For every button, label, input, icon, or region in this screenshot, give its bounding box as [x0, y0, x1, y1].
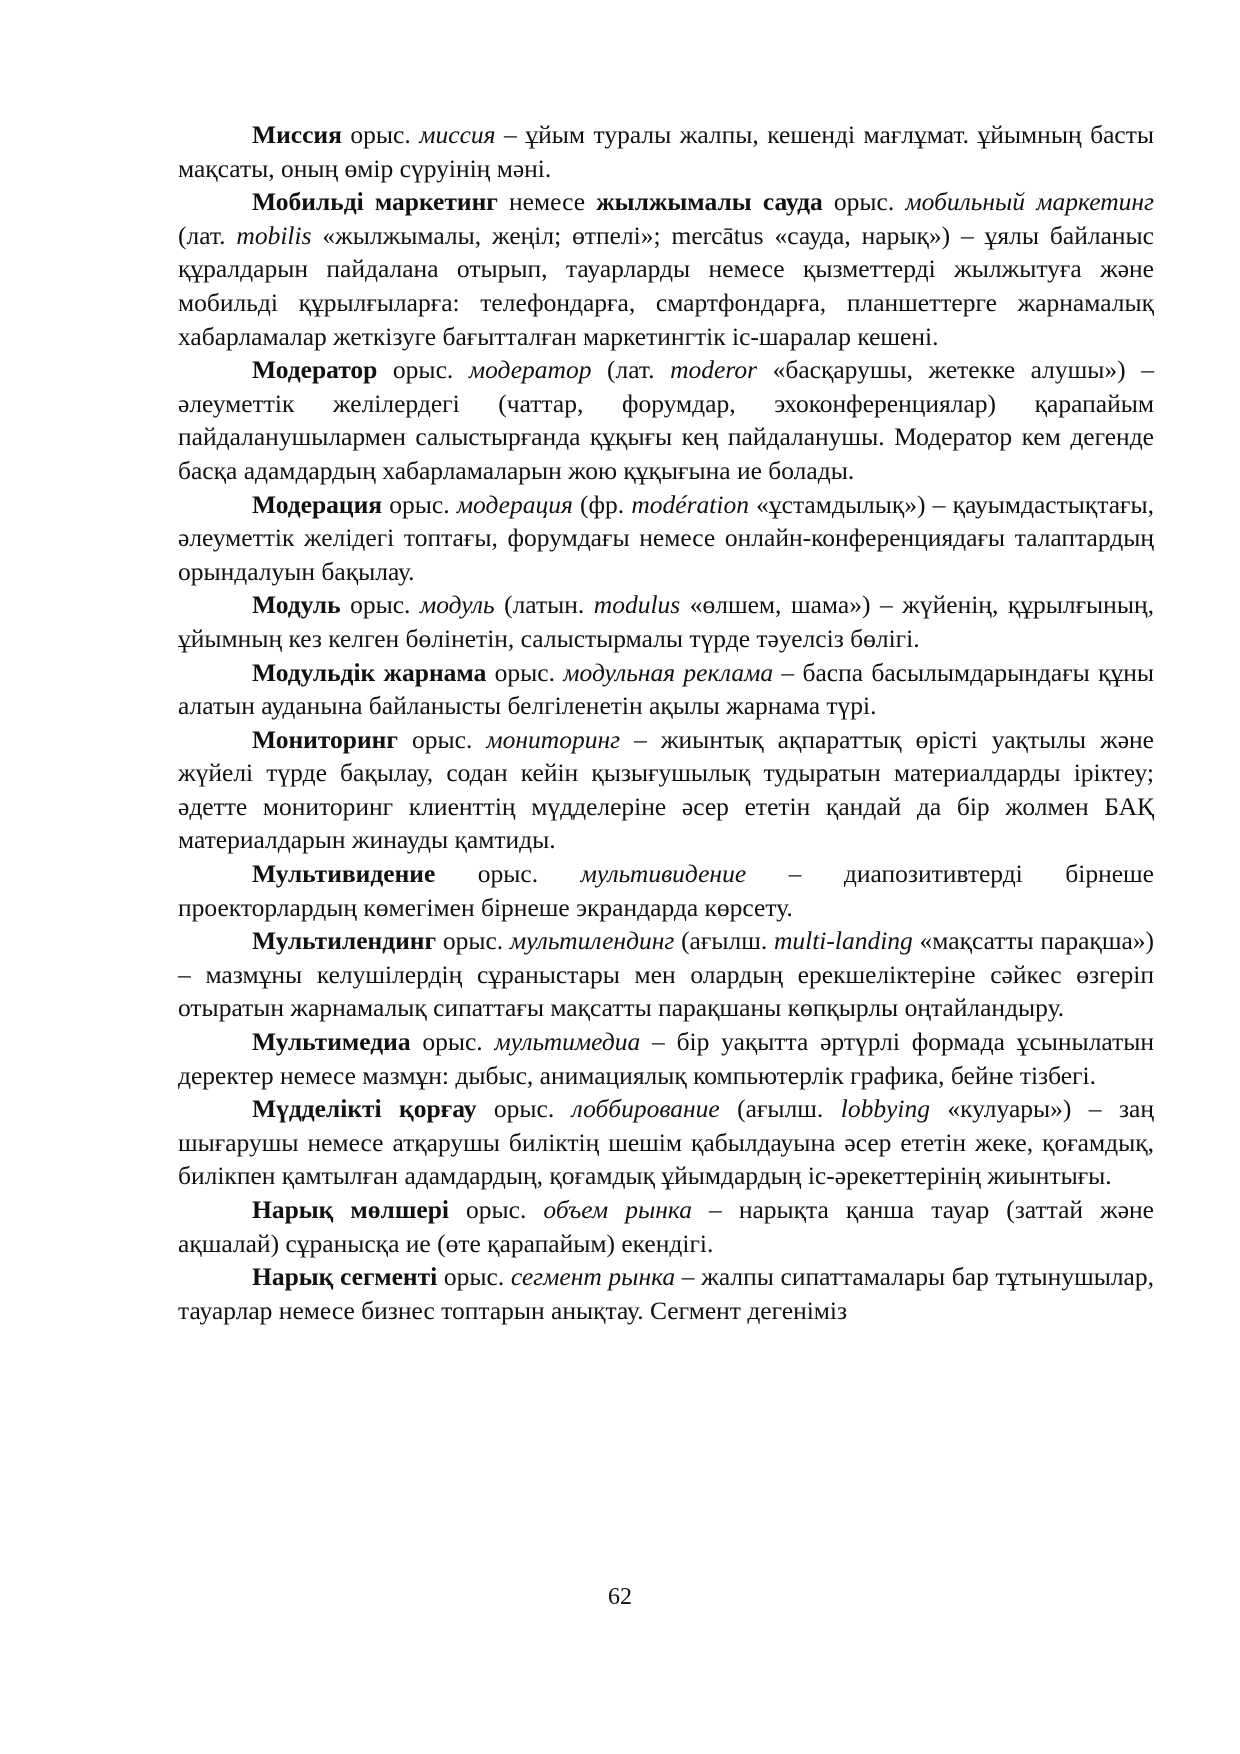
entry-text: «жылжымалы, жеңіл; өтпелі»; mercātus «сауда, нарық») – ұялы байланыс құралдарын пайдалана отырып, тауарларды немесе қызметтерді жылжытуға және мобильді құрылғыларға: телефондарға, смартфондарға, планшеттерге жарнамалық хабарламалар жеткізуге бағытталған маркетингтік іс-шаралар кешені. — [178, 220, 1154, 351]
glossary-entry — [178, 1092, 1154, 1193]
entry-term: Нарық мөлшері — [252, 1195, 449, 1224]
entry-foreign-word: modération — [631, 489, 749, 519]
entry-foreign-word: миссия — [419, 120, 496, 149]
entry-text: (лат. — [591, 355, 671, 385]
entry-foreign-word: модуль — [419, 590, 495, 620]
entry-text: орыс. — [341, 120, 420, 149]
entry-text: орыс. — [410, 1027, 495, 1057]
entry-term: Миссия — [252, 120, 342, 149]
glossary-entry — [178, 656, 1154, 723]
entry-text: орыс. — [377, 355, 469, 385]
entry-foreign-word: модерация — [456, 489, 573, 519]
entry-text: орыс. — [437, 1262, 511, 1292]
entry-text: орыс. — [822, 187, 906, 217]
entry-foreign-word: multi-landing — [773, 926, 913, 956]
entry-text: «ұстамдылық») – қауымдастықтағы, әлеуметтік желідегі топтағы, форумдағы немесе онлайн-конференциядағы талаптардың орындалуын бақылау. — [178, 489, 1155, 586]
entry-text: орыс. — [382, 489, 457, 519]
glossary-entry — [178, 1193, 1154, 1260]
entry-term: Модульдік жарнама — [252, 657, 487, 687]
entry-text: орыс. — [448, 1195, 544, 1224]
entry-term: Модерация — [252, 489, 383, 519]
glossary-entry — [178, 185, 1154, 353]
entry-foreign-word: объем рынка — [543, 1195, 692, 1224]
entry-term: Мультимедиа — [252, 1027, 411, 1057]
entry-text: – жиынтық ақпараттық өрісті уақтылы және жүйелі түрде бақылау, содан кейін қызығушылық тудыратын материалдарды іріктеу; әдетте мониторинг клиенттің мүдделеріне әсер ететін қандай да бір жолмен БАҚ материалдарын жинауды қамтиды. — [178, 724, 1154, 855]
entry-foreign-word: мультилендинг — [509, 926, 675, 956]
entry-foreign-word: мобильный маркетинг — [905, 187, 1155, 217]
entry-text: – диапозитивтерді бірнеше проекторлардың көмегімен бірнеше экрандарда көрсету. — [178, 859, 1155, 922]
entry-term: Мониторинг — [252, 724, 398, 754]
entry-foreign-word: moderor — [670, 355, 758, 385]
entry-text: орыс. — [436, 926, 510, 956]
entry-text: «өлшем, шама») – жүйенің, құрылғының, ұйымның кез келген бөлінетін, салыстырмалы түрде тәуелсіз бөлігі. — [178, 590, 1154, 653]
entry-text: – баспа басылымдарындағы құны алатын ауданына байланысты белгіленетін ақылы жарнама түрі. — [178, 657, 1155, 721]
entry-foreign-word: мультивидение — [580, 859, 747, 889]
entry-foreign-word: mobilis — [236, 220, 312, 250]
entry-text: орыс. — [476, 1094, 572, 1124]
entry-foreign-word: мониторинг — [486, 724, 621, 754]
entry-text: «басқарушы, жетекке алушы») – әлеуметтік желілердегі (чаттар, форумдар, эхоконференциялар) қарапайым пайдаланушылармен салыстырғанда құқығы кең пайдаланушы. Модератор кем дегенде басқа адамдардың хабарламаларын жою құқығына ие болады. — [178, 355, 1154, 485]
entry-text: – нарықта қанша тауар (заттай және ақшалай) сұранысқа ие (өте қарапайым) екендігі. — [178, 1195, 1154, 1258]
entry-term-variant: жылжымалы сауда — [596, 187, 823, 217]
entry-text: (лат. — [178, 220, 237, 250]
page-number: 62 — [608, 1584, 632, 1610]
entry-term: Мобильді маркетинг — [252, 187, 498, 217]
entry-text: орыс. — [435, 859, 581, 889]
entry-text: (ағылш. — [674, 926, 774, 956]
glossary-entry — [178, 588, 1154, 655]
entry-term: Модератор — [252, 355, 378, 385]
entry-foreign-word: lobbying — [840, 1094, 930, 1124]
entry-term: Мультилендинг — [252, 926, 437, 956]
glossary-entry — [178, 118, 1154, 185]
entry-term: Мүдделікті қорғау — [252, 1094, 477, 1124]
entry-text: орыс. — [340, 590, 420, 620]
glossary-entry — [178, 1025, 1154, 1092]
entry-term: Мультивидение — [252, 859, 436, 889]
entry-foreign-word: modulus — [593, 590, 681, 620]
glossary-entry — [178, 857, 1154, 924]
entry-text: – ұйым туралы жалпы, кешенді мағлұмат. ұйымның басты мақсаты, оның өмір сүруінің мәні. — [178, 120, 1155, 183]
glossary-entry — [178, 723, 1154, 857]
entry-text: орыс. — [397, 724, 487, 754]
entry-text: немесе — [497, 187, 597, 217]
entry-foreign-word: модульная реклама — [563, 657, 774, 687]
entry-foreign-word: лоббирование — [571, 1094, 720, 1124]
glossary-entry — [178, 1260, 1154, 1327]
entry-foreign-word: модератор — [468, 355, 592, 385]
entry-text: (фр. — [572, 489, 632, 519]
entry-text: (ағылш. — [719, 1094, 841, 1124]
entry-text: (латын. — [494, 590, 594, 620]
entry-text: – бір уақытта әртүрлі формада ұсынылатын деректер немесе мазмұн: дыбыс, анимациялық компьютерлік графика, бейне тізбегі. — [178, 1027, 1154, 1090]
entry-text: «кулуары») – заң шығарушы немесе атқарушы биліктің шешім қабылдауына әсер ететін жеке, қоғамдық, билікпен қамтылған адамдардың, қоғамдық ұйымдардың іс-әрекеттерінің жиынтығы. — [178, 1094, 1155, 1191]
entry-text: – жалпы сипаттамалары бар тұтынушылар, тауарлар немесе бизнес топтарын анықтау. Сегмент дегеніміз — [178, 1262, 1154, 1325]
entry-text: «мақсатты парақша») – мазмұны келушілердің сұраныстары мен олардың ерекшеліктеріне сәйкес өзгеріп отыратын жарнамалық сипаттағы мақсатты парақшаны көпқырлы оңтайландыру. — [178, 926, 1155, 1023]
entry-text: орыс. — [486, 657, 564, 687]
entry-foreign-word: мультимедиа — [494, 1027, 641, 1057]
document-page — [178, 118, 1154, 1327]
entry-term: Модуль — [252, 590, 341, 620]
glossary-entry — [178, 353, 1154, 487]
glossary-entry — [178, 488, 1154, 589]
entry-foreign-word: сегмент рынка — [510, 1262, 676, 1292]
entry-term: Нарық сегменті — [252, 1262, 438, 1292]
glossary-entry — [178, 924, 1154, 1025]
